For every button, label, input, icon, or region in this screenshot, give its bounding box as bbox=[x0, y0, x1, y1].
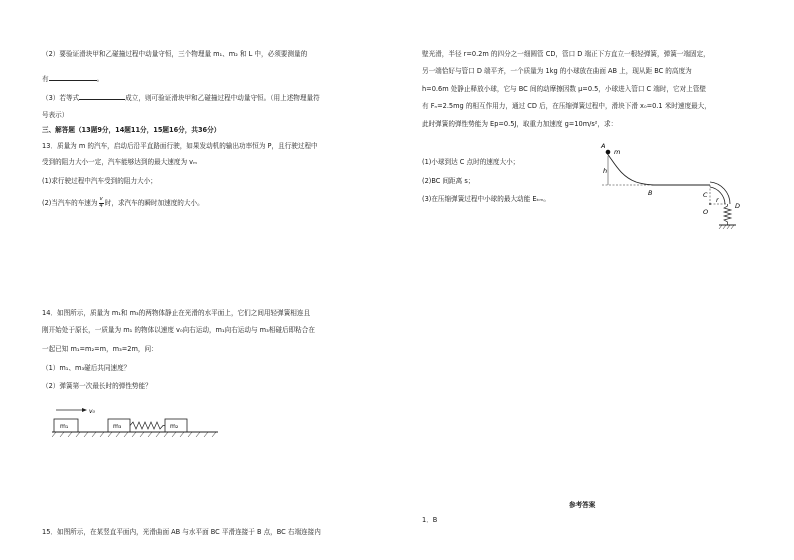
answers-title: 参考答案 bbox=[569, 501, 596, 509]
q13-sub2-post: 时，求汽车的瞬时加速度的大小。 bbox=[104, 199, 204, 207]
q13-sub2-pre: (2)当汽车的车速为 bbox=[42, 199, 98, 207]
label-h: h bbox=[603, 167, 608, 175]
tube-outer bbox=[710, 182, 730, 204]
q15-line5: 有 Fₙ=2.5mg 的相互作用力，通过 CD 后，在压缩弹簧过程中，滑块下滑 x₀=0.1 米时速度最大， bbox=[422, 102, 711, 110]
block-m2-label: m₂ bbox=[170, 423, 179, 430]
q-part2-cont bbox=[42, 74, 103, 83]
q14-figure bbox=[52, 404, 222, 440]
q14-sub1: （1）m₁、m₃碰后共同速度？ bbox=[42, 364, 131, 372]
curve-ab bbox=[606, 152, 682, 185]
q15-sub2: (2)BC 间距离 s； bbox=[422, 177, 475, 185]
fraction-numerator: v bbox=[99, 196, 103, 202]
q-part3 bbox=[42, 93, 320, 102]
label-d: D bbox=[735, 202, 741, 210]
label-a: A bbox=[601, 142, 606, 150]
label-m: m bbox=[614, 148, 621, 156]
q15-line4: h=0.6m 处静止释放小球，它与 BC 间的动摩擦因数 μ=0.5，小球进入管口 C 端时，它对上管壁 bbox=[422, 85, 707, 93]
q-part3-cont: 号表示） bbox=[42, 111, 69, 119]
fraction bbox=[99, 197, 104, 209]
q13-line1: 13．质量为 m 的汽车，启动后沿平直路面行驶，如果发动机的输出功率恒为 P，且行驶过程中 bbox=[42, 142, 318, 150]
block-m1-label: m₁ bbox=[60, 423, 69, 430]
velocity-arrowhead bbox=[82, 408, 87, 412]
q15-sub1: (1)小球到达 C 点时的速度大小； bbox=[422, 158, 520, 166]
q-part2-cont-text: 有 bbox=[42, 75, 49, 83]
label-b: B bbox=[648, 189, 653, 197]
q14-sub2: （2）弹簧第一次最长时的弹性势能？ bbox=[42, 382, 152, 390]
q15-sub3: (3)在压缩弹簧过程中小球的最大动能 Eₖₘ。 bbox=[422, 195, 551, 203]
q-part3-post: 成立，则可验证滑块甲和乙碰撞过程中动量守恒。（用上述物理量符 bbox=[125, 94, 320, 102]
q13-sub2 bbox=[42, 197, 204, 209]
answer-blank bbox=[49, 74, 97, 81]
label-o: O bbox=[703, 208, 709, 216]
q-part2: （2）要验证滑块甲和乙碰撞过程中动量守恒，三个物理量 m₁、m₂ 和 L 中，必须要测量的 bbox=[42, 50, 308, 58]
spring bbox=[724, 204, 731, 225]
q15-line3: 另一端恰好与管口 D 端平齐，一个质量为 1kg 的小球放在曲面 AB 上，现从距 BC 的高度为 bbox=[422, 67, 692, 75]
label-r: r bbox=[716, 196, 719, 204]
q14-line2: 刚开始处于原长，一质量为 m₁ 的物体以速度 v₀向右运动，m₁向右运动与 m₃相碰后即粘合在 bbox=[42, 326, 315, 334]
q15-line6: 此时弹簧的弹性势能为 Ep=0.5J，取重力加速度 g=10m/s²，求： bbox=[422, 120, 618, 128]
q-part2-end: 。 bbox=[96, 75, 104, 83]
q15-line1: 15．如图所示，在某竖直平面内，光滑曲面 AB 与水平面 BC 平滑连接于 B 点，BC 右端连接内 bbox=[42, 528, 321, 536]
section-heading: 三、解答题（13题9分，14题11分，15题16分，共36分） bbox=[42, 126, 221, 134]
q15-figure bbox=[592, 140, 752, 236]
ball bbox=[606, 150, 611, 155]
velocity-label: v₀ bbox=[89, 408, 95, 415]
ground-hatch bbox=[52, 432, 216, 437]
label-c: C bbox=[703, 191, 708, 199]
spring bbox=[130, 422, 165, 429]
q14-line1: 14．如图所示，质量为 m₁和 m₃的两物体静止在光滑的水平面上，它们之间用轻弹簧相连且 bbox=[42, 309, 311, 317]
q13-line2: 受到的阻力大小一定，汽车能够达到的最大速度为 vₘ bbox=[42, 158, 198, 166]
q-part3-pre: （3）若等式 bbox=[42, 94, 80, 102]
q13-sub1: (1)求行驶过程中汽车受到的阻力大小； bbox=[42, 177, 157, 185]
q15-line2: 壁光滑，半径 r=0.2m 的四分之一细圆管 CD，管口 D 端正下方直立一根轻弹簧，弹簧一端固定， bbox=[422, 50, 710, 58]
answer-1: 1．B bbox=[422, 516, 438, 524]
q14-line3: 一起已知 m₁=m₂=m，m₃=2m，问： bbox=[42, 345, 158, 353]
answer-blank bbox=[79, 93, 125, 100]
fraction-denominator: 4 bbox=[99, 202, 103, 209]
spring-base-hatch bbox=[719, 225, 734, 229]
block-m3-label: m₃ bbox=[113, 423, 122, 430]
